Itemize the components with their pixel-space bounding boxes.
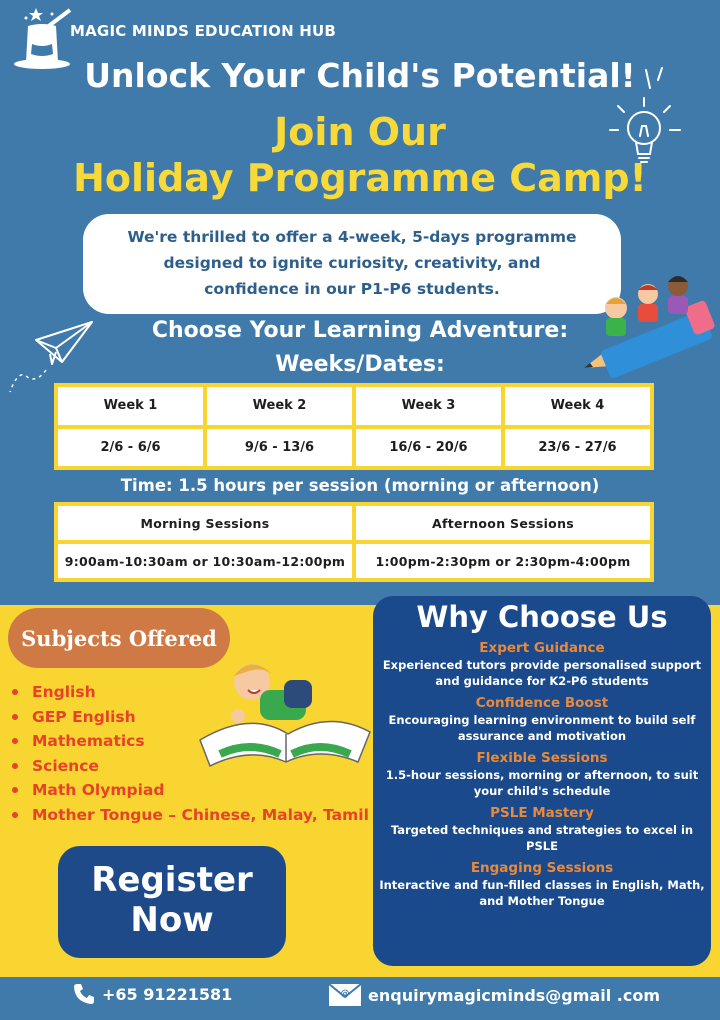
bullet-icon	[12, 738, 18, 744]
why-item-text: Experienced tutors provide personalised support and guidance for K2-P6 students	[382, 658, 702, 688]
morning-session-times: 9:00am-10:30am or 10:30am-12:00pm	[58, 544, 352, 578]
week-dates: 2/6 - 6/6	[58, 429, 203, 467]
weeks-dates-label: Weeks/Dates:	[275, 352, 445, 377]
week-header: Week 3	[356, 387, 501, 425]
why-item	[373, 640, 711, 689]
subject-label: Mathematics	[32, 732, 145, 750]
intro-box	[83, 214, 621, 314]
why-item-heading: Engaging Sessions	[470, 860, 614, 876]
phone-contact[interactable]	[72, 982, 232, 1006]
bullet-icon	[12, 763, 18, 769]
why-item	[373, 805, 711, 854]
intro-line: designed to ignite curiosity, creativity, and	[163, 254, 541, 272]
why-item-text: 1.5-hour sessions, morning or afternoon, to suit your child's schedule	[385, 768, 699, 798]
register-label: Register	[91, 860, 253, 900]
morning-sessions-header: Morning Sessions	[58, 506, 352, 540]
why-item	[373, 750, 711, 799]
intro-line: We're thrilled to offer a 4-week, 5-days programme	[127, 228, 577, 246]
why-item-heading: Confidence Boost	[475, 695, 609, 711]
week-dates: 16/6 - 20/6	[356, 429, 501, 467]
why-item-text: Interactive and fun-filled classes in English, Math, and Mother Tongue	[379, 878, 705, 908]
bullet-icon	[12, 787, 18, 793]
why-item-heading: Expert Guidance	[479, 640, 605, 656]
phone-icon	[72, 982, 96, 1006]
list-item	[12, 803, 369, 828]
register-label: Now	[130, 900, 214, 940]
choose-title: Choose Your Learning Adventure:	[151, 318, 569, 343]
why-choose-us-title: Why Choose Us	[416, 600, 668, 634]
session-time-note: Time: 1.5 hours per session (morning or afternoon)	[120, 476, 600, 495]
kid-reading-book-illustration	[190, 650, 380, 770]
afternoon-session-times: 1:00pm-2:30pm or 2:30pm-4:00pm	[356, 544, 650, 578]
brand-name: MAGIC MINDS EDUCATION HUB	[70, 22, 337, 40]
weeks-table	[54, 383, 654, 470]
week-dates: 9/6 - 13/6	[207, 429, 352, 467]
email-address: enquirymagicminds@gmail .com	[368, 985, 660, 1005]
subject-label: GEP English	[32, 707, 136, 726]
bullet-icon	[12, 689, 18, 695]
svg-text:@: @	[340, 989, 350, 999]
week-dates: 23/6 - 27/6	[505, 429, 650, 467]
why-item	[373, 695, 711, 744]
why-item	[373, 860, 711, 909]
bullet-icon	[12, 714, 18, 720]
why-choose-us-panel	[373, 596, 711, 966]
afternoon-sessions-header: Afternoon Sessions	[356, 506, 650, 540]
subject-label: English	[32, 683, 96, 701]
list-item	[12, 778, 369, 803]
lightbulb-icon	[608, 92, 684, 172]
intro-line: confidence in our P1-P6 students.	[204, 280, 500, 298]
subjects-offered-title: Subjects Offered	[8, 608, 230, 668]
sparkle-icon	[642, 66, 672, 96]
why-item-text: Encouraging learning environment to build self assurance and motivation	[388, 713, 696, 743]
register-now-button[interactable]	[58, 846, 286, 958]
week-header: Week 2	[207, 387, 352, 425]
phone-number: +65 91221581	[102, 984, 233, 1004]
why-item-heading: PSLE Mastery	[490, 805, 594, 821]
subject-label: Mother Tongue – Chinese, Malay, Tamil	[32, 805, 369, 824]
why-item-text: Targeted techniques and strategies to excel in PSLE	[390, 823, 694, 853]
sessions-table	[54, 502, 654, 582]
why-item-heading: Flexible Sessions	[476, 750, 608, 766]
week-header: Week 4	[505, 387, 650, 425]
envelope-icon	[328, 982, 362, 1008]
headline-camp: Holiday Programme Camp!	[73, 156, 647, 200]
bullet-icon	[12, 812, 18, 818]
headline-main: Unlock Your Child's Potential!	[84, 56, 636, 95]
week-header: Week 1	[58, 387, 203, 425]
email-contact[interactable]	[328, 982, 660, 1008]
subject-label: Math Olympiad	[32, 781, 165, 799]
headline-join: Join Our	[274, 110, 446, 154]
subject-label: Science	[32, 756, 99, 775]
